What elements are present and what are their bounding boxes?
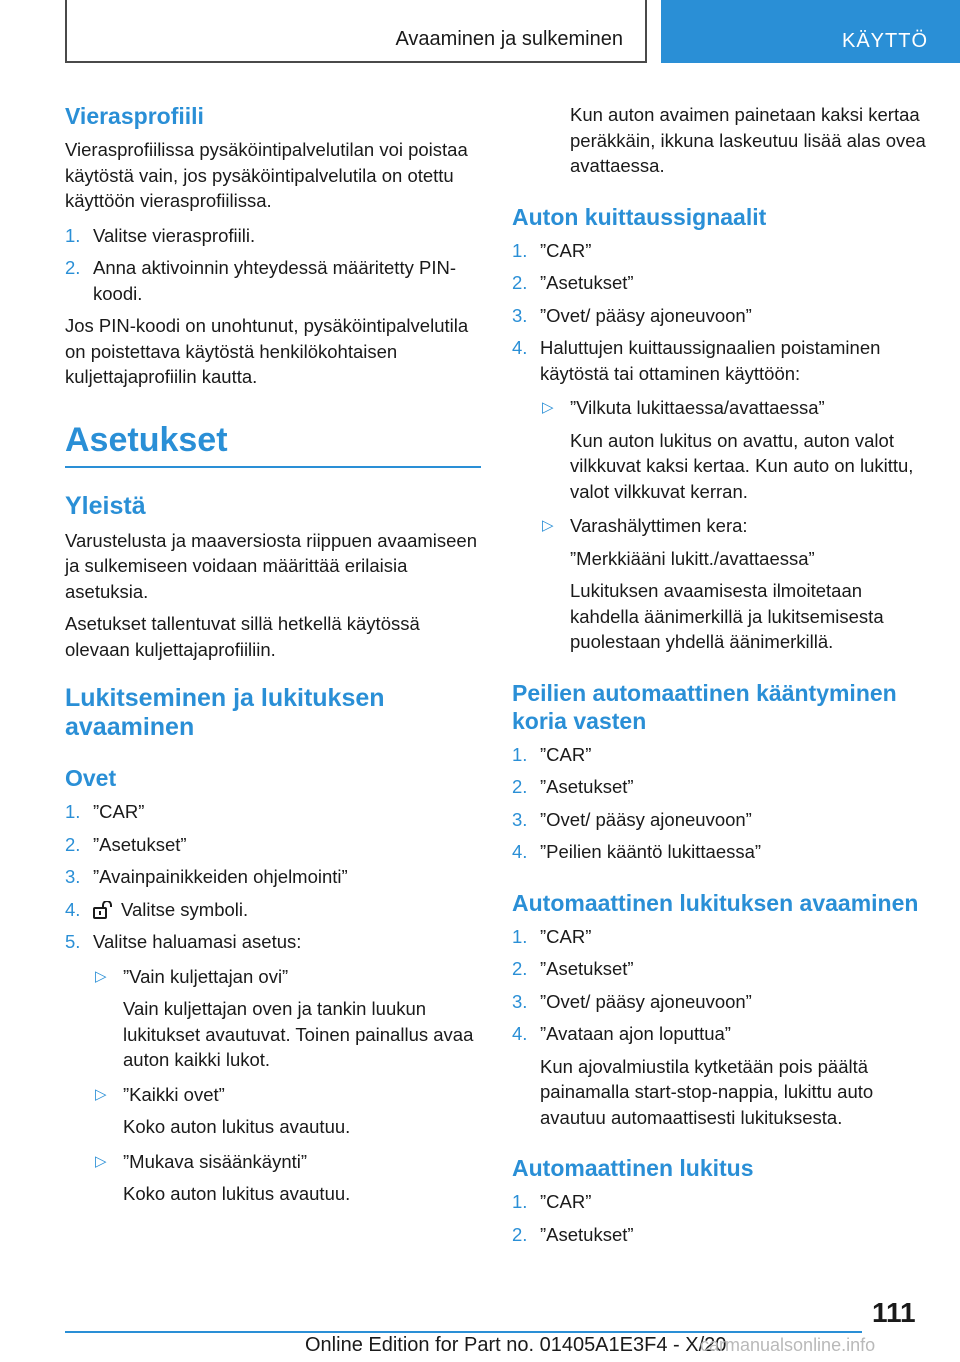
header-chapter-tab xyxy=(661,0,960,63)
step-number: 5. xyxy=(65,931,81,952)
paragraph-pin-note: Jos PIN-koodi on unohtunut, pysäköintipalvelutila on poistettava käytöstä henkilökohtaisen kuljettajaprofiilin kautta. xyxy=(65,315,469,387)
list-item xyxy=(65,929,481,955)
step-number: 1. xyxy=(65,224,81,246)
step-text: ”Asetukset” xyxy=(93,833,187,855)
option-item xyxy=(512,395,928,421)
heading-automaattinen-lukitus: Automaattinen lukitus xyxy=(512,1155,754,1181)
step-number: 2. xyxy=(65,833,81,855)
heading-kuittaussignaalit: Auton kuittaussignaalit xyxy=(512,203,767,230)
list-item xyxy=(65,799,481,825)
step-number: 1. xyxy=(65,801,81,822)
heading-lukitseminen: Lukitseminen ja lukituksen avaaminen xyxy=(65,684,385,741)
option-description: Koko auton lukitus avautuu. xyxy=(123,1116,351,1137)
heading-ovet: Ovet xyxy=(65,765,117,791)
list-item xyxy=(512,742,928,768)
triangle-bullet-icon: ▷ xyxy=(542,399,554,416)
paragraph-yleista-2: Asetukset tallentuvat sillä hetkellä käytössä olevaan kuljettajaprofiiliin. xyxy=(65,613,420,660)
step-text: Anna aktivoinnin yhteydessä määritetty PIN-koodi. xyxy=(93,257,456,304)
list-item xyxy=(512,956,928,982)
list-item xyxy=(512,270,928,296)
option-item xyxy=(65,964,481,990)
step-number: 3. xyxy=(512,808,528,830)
step-text: Haluttujen kuittaussignaalien poistaminen käytöstä tai ottaminen käyttöön: xyxy=(540,337,881,384)
page-number: 111 xyxy=(872,1297,916,1328)
step-number: 1. xyxy=(512,925,528,947)
footer-divider xyxy=(65,1331,862,1333)
option-description: ”Merkkiääni lukitt./avattaessa” xyxy=(570,547,815,569)
option-label: ”Mukava sisäänkäynti” xyxy=(123,1150,308,1172)
option-label: ”Vilkuta lukittaessa/avattaessa” xyxy=(570,397,825,418)
option-label: ”Kaikki ovet” xyxy=(123,1083,225,1105)
list-item xyxy=(512,335,928,386)
step-number: 2. xyxy=(512,272,528,293)
step-number: 3. xyxy=(65,866,81,887)
list-item xyxy=(512,924,928,950)
step-number: 1. xyxy=(512,743,528,765)
option-item xyxy=(65,1149,481,1175)
heading-peilit: Peilien automaattinen kääntyminen koria vasten xyxy=(512,679,897,734)
list-item xyxy=(65,832,481,858)
step-number: 3. xyxy=(512,304,528,326)
option-item xyxy=(65,1082,481,1108)
header-section-title: Avaaminen ja sulkeminen xyxy=(395,28,623,50)
footer-edition: Online Edition for Part no. 01405A1E3F4 - X/20 xyxy=(305,1334,727,1356)
triangle-bullet-icon: ▷ xyxy=(542,517,554,534)
step-text: ”Ovet/ pääsy ajoneuvoon” xyxy=(540,808,752,830)
option-label: ”Vain kuljettajan ovi” xyxy=(123,965,289,987)
step-text: ”CAR” xyxy=(540,743,592,765)
list-item xyxy=(512,807,928,833)
list-item xyxy=(512,238,928,264)
option-item xyxy=(512,513,928,539)
list-item xyxy=(512,1021,928,1047)
step-text: ”Asetukset” xyxy=(540,958,634,979)
step-text: ”CAR” xyxy=(540,239,592,261)
step-text: Valitse vierasprofiili. xyxy=(93,224,256,246)
watermark: carmanualsonline.info xyxy=(700,1335,876,1355)
right-column xyxy=(512,102,928,1247)
step-text: Valitse symboli. xyxy=(121,898,249,920)
heading-vierasprofiili: Vierasprofiili xyxy=(65,103,204,129)
unlock-icon xyxy=(93,901,115,919)
step-text: Valitse haluamasi asetus: xyxy=(93,931,302,952)
step-text: ”CAR” xyxy=(540,925,592,947)
step-number: 2. xyxy=(65,257,81,278)
heading-yleista: Yleistä xyxy=(65,491,146,520)
step-number: 4. xyxy=(512,841,528,862)
step-text: ”Asetukset” xyxy=(540,776,634,797)
paragraph-vierasprofiili: Vierasprofiilissa pysäköintipalvelutilan voi poistaa käytöstä vain, jos pysäköintipalvelutila on otettu käyttöön vierasprofiilissa. xyxy=(65,139,468,211)
heading-asetukset: Asetukset xyxy=(65,420,481,468)
step-text: ”Asetukset” xyxy=(540,1223,634,1245)
step-text: ”Asetukset” xyxy=(540,272,634,293)
option-description: Kun auton lukitus on avattu, auton valot vilkkuvat kaksi kertaa. Kun auto on lukittu, valot vilkkuvat kerran. xyxy=(570,429,914,502)
option-description: Vain kuljettajan oven ja tankin luukun lukitukset avautuvat. Toinen painallus avaa auton kaikki lukot. xyxy=(123,998,474,1070)
step-number: 4. xyxy=(512,337,528,358)
step-text: ”Peilien kääntö lukittaessa” xyxy=(540,841,762,862)
list-item xyxy=(512,774,928,800)
list-item xyxy=(512,1222,928,1248)
list-item xyxy=(512,839,928,865)
step-text: ”CAR” xyxy=(93,801,145,822)
step-number: 4. xyxy=(65,898,81,920)
left-column xyxy=(65,102,481,1207)
step-number: 2. xyxy=(512,1223,528,1245)
step-number: 2. xyxy=(512,958,528,979)
header-section-box xyxy=(65,0,647,63)
option-label: Varashälyttimen kera: xyxy=(570,515,748,536)
option-description: Koko auton lukitus avautuu. xyxy=(123,1183,351,1204)
triangle-bullet-icon: ▷ xyxy=(95,1085,107,1103)
step-text: ”Avataan ajon loputtua” xyxy=(540,1023,731,1044)
paragraph-autoavaus-note: Kun ajovalmiustila kytketään pois päältä painamalla start-stop-nappia, lukittu auto avautuu automaattisesti lukituksesta. xyxy=(540,1055,874,1128)
step-number: 2. xyxy=(512,776,528,797)
step-text: ”Avainpainikkeiden ohjelmointi” xyxy=(93,866,348,887)
list-item xyxy=(65,223,481,249)
step-number: 4. xyxy=(512,1023,528,1044)
triangle-bullet-icon: ▷ xyxy=(95,967,107,985)
list-item xyxy=(65,255,481,306)
list-item xyxy=(512,303,928,329)
list-item xyxy=(65,897,481,923)
list-item xyxy=(512,1189,928,1215)
step-number: 1. xyxy=(512,239,528,261)
step-text: ”Ovet/ pääsy ajoneuvoon” xyxy=(540,990,752,1012)
triangle-bullet-icon: ▷ xyxy=(95,1152,107,1170)
list-item xyxy=(512,989,928,1015)
step-number: 1. xyxy=(512,1191,528,1212)
paragraph-yleista-1: Varustelusta ja maaversiosta riippuen avaamiseen ja sulkemiseen voidaan määrittää erilaisia asetuksia. xyxy=(65,529,478,602)
step-text: ”Ovet/ pääsy ajoneuvoon” xyxy=(540,304,752,326)
option-description: Lukituksen avaamisesta ilmoitetaan kahdella äänimerkillä ja lukitsemisesta puolestaan yhdellä äänimerkillä. xyxy=(570,580,884,652)
step-number: 3. xyxy=(512,990,528,1012)
list-item xyxy=(65,864,481,890)
header-chapter-title: KÄYTTÖ xyxy=(841,30,928,52)
paragraph-window-note: Kun auton avaimen painetaan kaksi kertaa peräkkäin, ikkuna laskeutuu lisää alas ovea avattaessa. xyxy=(570,104,926,176)
heading-automaattinen-avaus: Automaattinen lukituksen avaaminen xyxy=(512,889,919,916)
step-text: ”CAR” xyxy=(540,1191,592,1212)
